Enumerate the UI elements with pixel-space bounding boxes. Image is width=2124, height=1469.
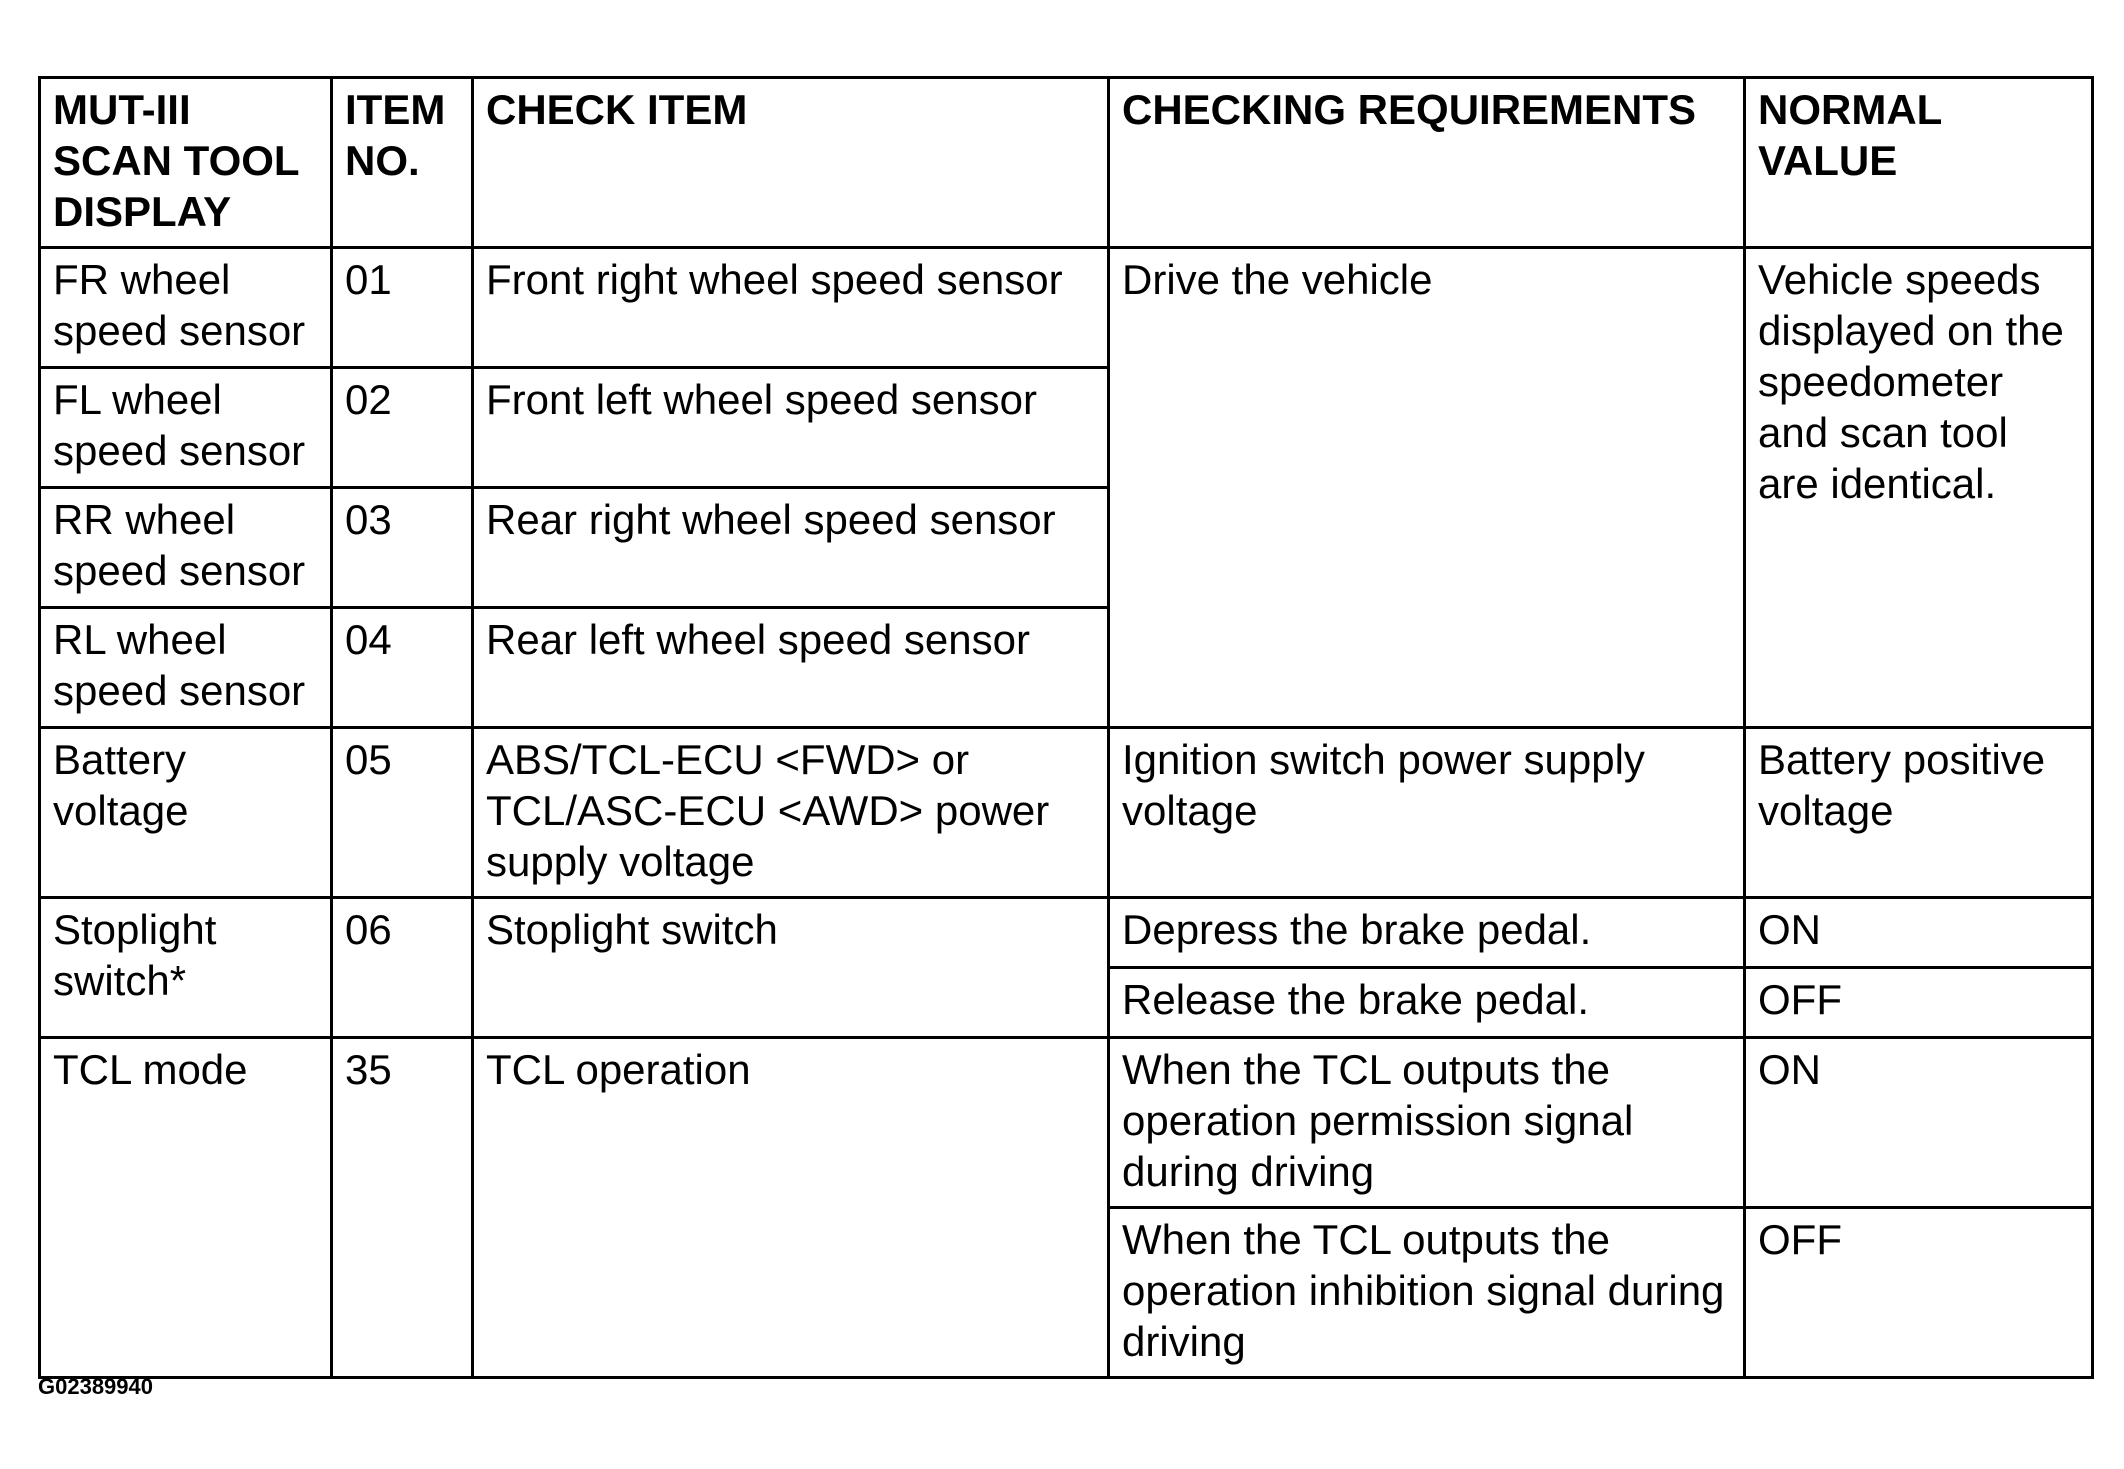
header-normal-value: NORMAL VALUE [1745, 78, 2093, 248]
header-check-item: CHECK ITEM [473, 78, 1109, 248]
cell-check-item: ABS/TCL-ECU <FWD> or TCL/ASC-ECU <AWD> power supply voltage [473, 728, 1109, 898]
cell-requirement: Release the brake pedal. [1109, 968, 1745, 1038]
cell-item-no: 01 [332, 248, 473, 368]
header-item-no: ITEM NO. [332, 78, 473, 248]
table-header-row [40, 78, 2093, 248]
scan-tool-table-sheet [38, 76, 2091, 1379]
cell-item-no: 35 [332, 1038, 473, 1378]
cell-requirement: Ignition switch power supply voltage [1109, 728, 1745, 898]
table-row-tcl-permission [40, 1038, 2093, 1208]
header-checking-requirements: CHECKING REQUIREMENTS [1109, 78, 1745, 248]
cell-wheel-requirement: Drive the vehicle [1109, 248, 1745, 728]
cell-normal-value: OFF [1745, 968, 2093, 1038]
cell-requirement: When the TCL outputs the operation permission signal during driving [1109, 1038, 1745, 1208]
cell-item-no: 04 [332, 608, 473, 728]
cell-item-no: 06 [332, 898, 473, 1038]
cell-display: Stoplight switch* [40, 898, 332, 1038]
cell-item-no: 02 [332, 368, 473, 488]
cell-normal-value: ON [1745, 898, 2093, 968]
scan-tool-data-table [38, 76, 2094, 1379]
cell-item-no: 03 [332, 488, 473, 608]
table-row-fr-wheel [40, 248, 2093, 368]
cell-display: FL wheel speed sensor [40, 368, 332, 488]
cell-normal-value: Battery positive voltage [1745, 728, 2093, 898]
cell-check-item: Front right wheel speed sensor [473, 248, 1109, 368]
cell-check-item: TCL operation [473, 1038, 1109, 1378]
table-row-battery [40, 728, 2093, 898]
cell-check-item: Stoplight switch [473, 898, 1109, 1038]
cell-check-item: Rear left wheel speed sensor [473, 608, 1109, 728]
cell-display: RR wheel speed sensor [40, 488, 332, 608]
cell-check-item: Rear right wheel speed sensor [473, 488, 1109, 608]
cell-requirement: Depress the brake pedal. [1109, 898, 1745, 968]
figure-id: G02389940 [38, 1374, 153, 1399]
cell-display: Battery voltage [40, 728, 332, 898]
cell-display: TCL mode [40, 1038, 332, 1378]
cell-display: FR wheel speed sensor [40, 248, 332, 368]
cell-wheel-normal-value: Vehicle speeds displayed on the speedometer and scan tool are identical. [1745, 248, 2093, 728]
cell-normal-value: ON [1745, 1038, 2093, 1208]
cell-item-no: 05 [332, 728, 473, 898]
cell-check-item: Front left wheel speed sensor [473, 368, 1109, 488]
header-scan-tool-display: MUT-III SCAN TOOL DISPLAY [40, 78, 332, 248]
table-row-stoplight-depress [40, 898, 2093, 968]
cell-normal-value: OFF [1745, 1208, 2093, 1378]
cell-requirement: When the TCL outputs the operation inhibition signal during driving [1109, 1208, 1745, 1378]
cell-display: RL wheel speed sensor [40, 608, 332, 728]
